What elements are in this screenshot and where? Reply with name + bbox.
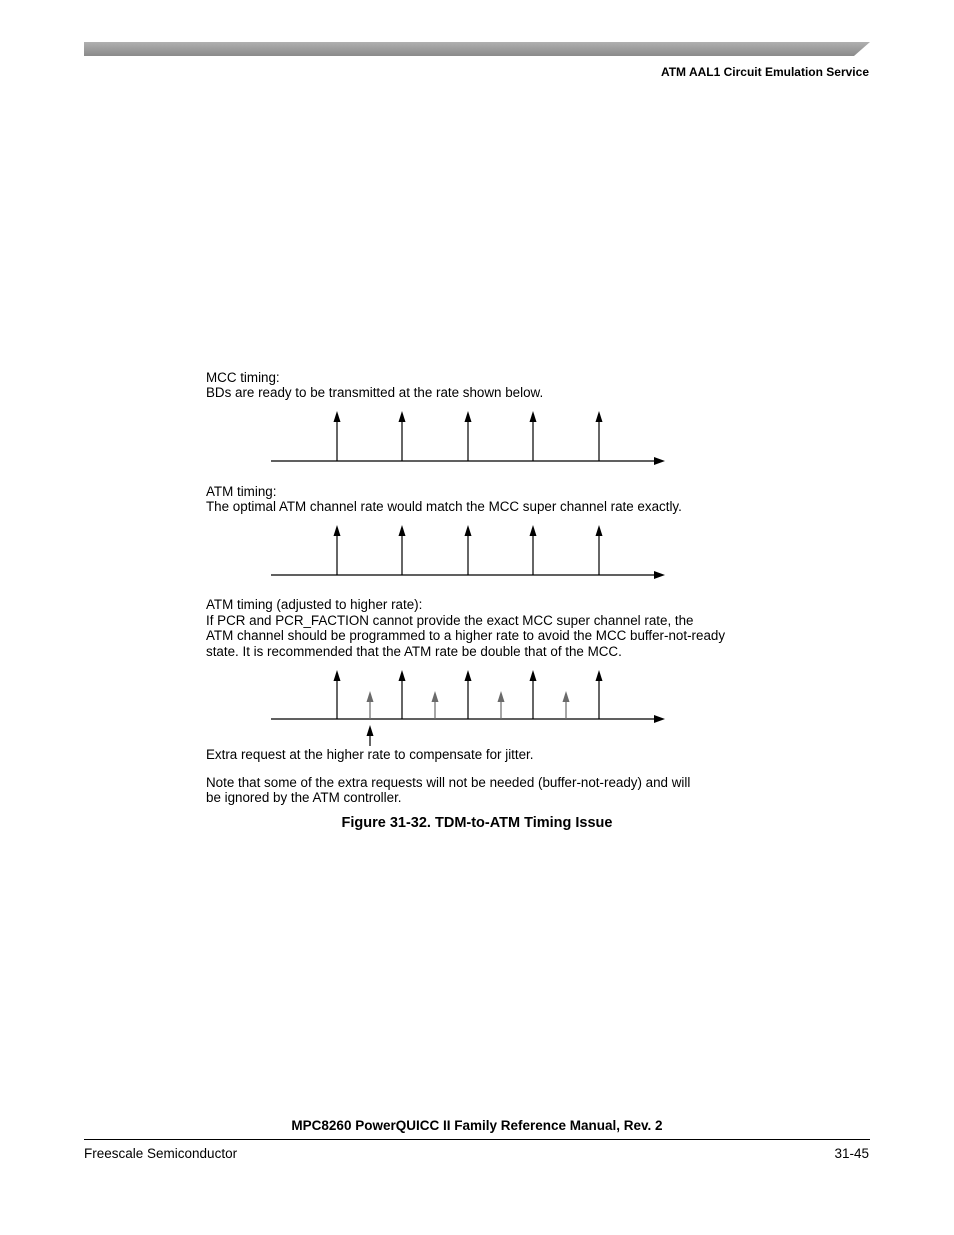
atm-request-arrow — [399, 525, 406, 575]
ignore-note-line: be ignored by the ATM controller. — [206, 790, 402, 805]
atm-request-arrow — [530, 525, 537, 575]
atm-adjusted-desc-line: state. It is recommended that the ATM rate be double that of the MCC. — [206, 644, 622, 659]
atm-adjusted-desc-line: ATM channel should be programmed to a higher rate to avoid the MCC buffer-not-ready — [206, 628, 726, 643]
atm-adjusted-title: ATM timing (adjusted to higher rate): — [206, 597, 423, 612]
adjusted-request-arrow — [465, 670, 472, 719]
atm-timing-diagram — [260, 519, 670, 584]
mcc-timing-desc: BDs are ready to be transmitted at the rate shown below. — [206, 385, 544, 400]
mcc-time-axis-arrowhead — [654, 457, 665, 465]
atm-request-arrow — [465, 525, 472, 575]
atm-timing-desc: The optimal ATM channel rate would match the MCC super channel rate exactly. — [206, 499, 682, 514]
atm-request-arrow — [334, 525, 341, 575]
section-title: ATM AAL1 Circuit Emulation Service — [660, 65, 869, 79]
mcc-request-arrow — [399, 411, 406, 461]
adjusted-time-axis-arrowhead — [654, 715, 665, 723]
manual-title: MPC8260 PowerQUICC II Family Reference Manual, Rev. 2 — [291, 1118, 663, 1133]
atm-timing-title: ATM timing: — [206, 484, 277, 499]
mcc-request-arrow — [465, 411, 472, 461]
extra-request-arrow — [367, 691, 374, 719]
mcc-request-arrow — [334, 411, 341, 461]
mcc-timing-title: MCC timing: — [206, 370, 280, 385]
page-number: 31-45 — [834, 1146, 869, 1161]
ignore-note-line: Note that some of the extra requests will not be needed (buffer-not-ready) and will — [206, 775, 691, 790]
atm-request-arrow — [596, 525, 603, 575]
header-bar — [84, 42, 870, 56]
figure-caption: Figure 31-32. TDM-to-ATM Timing Issue — [341, 815, 613, 831]
adjusted-request-arrow — [399, 670, 406, 719]
atm-adjusted-desc-line: If PCR and PCR_FACTION cannot provide the exact MCC super channel rate, the — [206, 613, 694, 628]
extra-request-arrow — [498, 691, 505, 719]
atm-time-axis-arrowhead — [654, 571, 665, 579]
adjusted-request-arrow — [530, 670, 537, 719]
atm-adjusted-timing-diagram — [260, 664, 670, 749]
adjusted-request-arrow — [596, 670, 603, 719]
mcc-timing-diagram — [260, 405, 670, 470]
extra-request-callout-arrow — [367, 725, 374, 746]
mcc-request-arrow — [530, 411, 537, 461]
adjusted-request-arrow — [334, 670, 341, 719]
extra-request-arrow — [432, 691, 439, 719]
footer-divider — [84, 1139, 870, 1140]
footer-company: Freescale Semiconductor — [84, 1146, 238, 1161]
extra-request-note: Extra request at the higher rate to compensate for jitter. — [206, 747, 534, 762]
mcc-request-arrow — [596, 411, 603, 461]
extra-request-arrow — [563, 691, 570, 719]
